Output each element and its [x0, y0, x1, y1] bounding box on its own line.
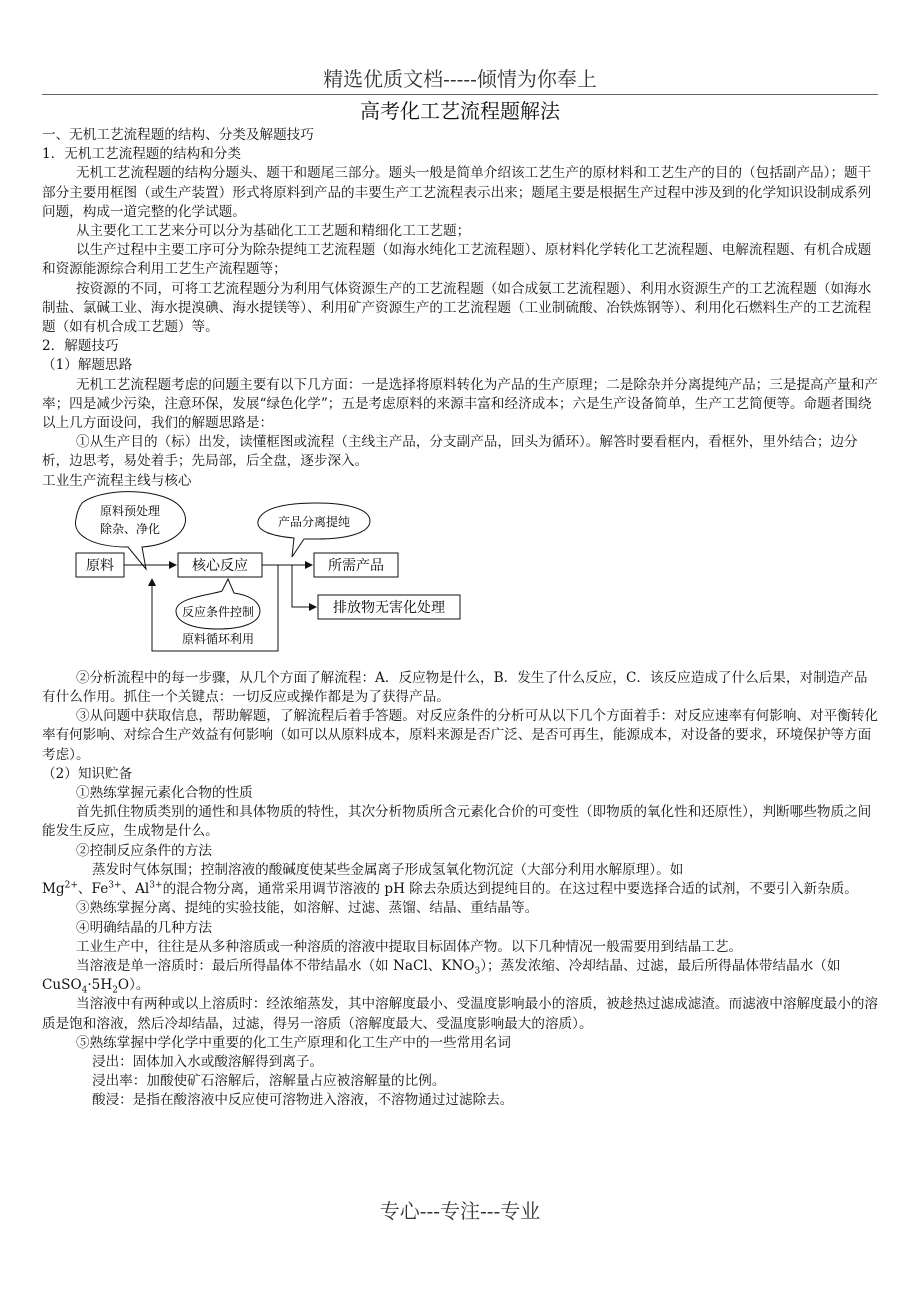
subscript: 3 [474, 966, 481, 977]
document-title: 高考化工艺流程题解法 [360, 99, 560, 123]
recycle-label: 原料循环利用 [181, 631, 255, 646]
ion-al: Al [135, 881, 150, 898]
paragraph: 以生产过程中主要工序可分为除杂提纯工艺流程题（如海水纯化工艺流程题）、原材料化学转化工艺流程题、电解流程题、有机合成题和资源能源综合利用工艺生产流程题等； [42, 242, 872, 278]
paragraph-text: O）。 [117, 977, 150, 994]
control-ellipse [176, 579, 260, 629]
term-definition: 浸出：固体加入水或酸溶解得到离子。 [92, 1053, 324, 1070]
ion-separator: 、 [77, 881, 92, 898]
paragraph: ②分析流程中的每一步骤，从几个方面了解流程：A．反应物是什么，B．发生了什么反应，C．该反应造成了什么后果，对制造产品有什么作用。抓住一个关键点：一切反应或操作都是为了获得产品。 [42, 669, 868, 706]
control-label: 反应条件控制 [181, 604, 255, 619]
ion-mg-charge: 2+ [64, 880, 78, 891]
subscript: 2 [112, 985, 118, 996]
waste-branch-arrow [292, 565, 316, 607]
process-flow-svg [42, 491, 482, 669]
ion-fe: Fe [91, 881, 109, 898]
paragraph-text: 的混合物分离，通常采用调节溶液的 pH 除去杂质达到提纯目的。在这过程中要选择合适的试剂，不要引入新杂质。 [162, 881, 858, 898]
ion-separator: 、 [121, 881, 136, 898]
waste-label: 排放物无害化处理 [333, 599, 445, 616]
ion-mg: Mg [42, 881, 65, 898]
paragraph: 无机工艺流程题的结构分题头、题干和题尾三部分。题头一般是简单介绍该工艺生产的原材料和工艺生产的目的（包括副产品）；题干部分主要用框图（或生产装置）形式将原料到产品的丰要生产工艺流程表示出来；题尾主要是根据生产过程中涉及到的化学知识设制成系列问题，构成一道完整的化学试题。 [42, 165, 872, 220]
paragraph-text: ）；蒸发浓缩、冷却结晶、过滤，最后所得晶体带结晶水（如 CuSO [42, 957, 841, 994]
subscript: 4 [81, 985, 88, 996]
paragraph: 当溶液中有两种或以上溶质时：经浓缩蒸发，其中溶解度最小、受温度影响最小的溶质，被趁热过滤成滤渣。而滤液中溶解度最小的溶质是饱和溶液，然后冷却结晶，过滤，得另一溶质（溶解度最大、受温度影响最大的溶质）。 [42, 996, 879, 1032]
paragraph: 按资源的不同，可将工艺流程题分为利用气体资源生产的工艺流程题（如合成氨工艺流程题）、利用水资源生产的工艺流程题（如海水制盐、氯碱工业、海水提溴碘、海水提镁等）、利用矿产资源生产的工艺流程题（工业制硫酸、冶铁炼钢等）、利用化石燃料生产的工艺流程题（如有机合成工艺题）等。 [42, 280, 872, 336]
pretreat-label-2: 除杂、净化 [99, 521, 161, 536]
paragraph-text: ·5H [87, 977, 113, 994]
document-body [42, 126, 880, 1111]
page-footer: 专心---专注---专业 [379, 1199, 541, 1223]
subsection-heading: 1．无机工艺流程题的结构和分类 [42, 146, 241, 163]
header-divider [42, 94, 878, 95]
core-label: 核心反应 [192, 557, 248, 574]
term-definition: 浸出率：加酸使矿石溶解后，溶解量占应被溶解量的比例。 [92, 1073, 446, 1090]
process-flow-diagram [42, 491, 880, 669]
separate-bubble [258, 503, 370, 557]
paragraph: 首先抓住物质类别的通性和具体物质的特性，其次分析物质所含元素化合价的可变性（即物质的氧化性和还原性），判断哪些物质之间能发生反应，生成物是什么。 [42, 804, 872, 840]
paragraph: 无机工艺流程题考虑的问题主要有以下几方面：一是选择将原料转化为产品的生产原理；二是除杂并分离提纯产品；三是提高产量和产率；四是减少污染，注意环保，发展“绿色化学”；五是考虑原料的来源丰富和经济成本；六是生产设备简单，生产工艺简便等。命题者围绕以上几方面设问，我们的解题思路是： [42, 376, 879, 432]
paragraph: ①从生产目的（标）出发，读懂框图或流程（主线主产品，分支副产品，回头为循环）。解答时要看框内，看框外，里外结合；边分析，边思考，易处着手；先局部，后全盘，逐步深入。 [42, 434, 858, 470]
subsection-heading: （2）知识贮备 [42, 765, 133, 782]
raw-label: 原料 [86, 557, 114, 574]
knowledge-item: ⑤熟练掌握中学化学中重要的化工生产原理和化工生产中的一些常用名词 [76, 1034, 511, 1051]
paragraph: ③从问题中获取信息，帮助解题，了解流程后着手答题。对反应条件的分析可从以下几个方面着手：对反应速率有何影响、对平衡转化率有何影响、对综合生产效益有何影响（如可以从原料成本，原料来源是否广泛、是否可再生，能源成本，对设备的要求，环境保护等方面考虑）。 [42, 708, 879, 763]
knowledge-item: ①熟练掌握元素化合物的性质 [76, 785, 253, 802]
paragraph: 从主要化工工艺来分可以分为基础化工工艺题和精细化工工艺题； [76, 223, 471, 240]
ion-fe-charge: 3+ [108, 880, 122, 891]
separate-label: 产品分离提纯 [277, 514, 351, 529]
term-definition: 酸浸：是指在酸溶液中反应使可溶物进入溶液，不溶物通过过滤除去。 [92, 1092, 514, 1109]
pretreat-label-1: 原料预处理 [99, 503, 161, 518]
diagram-caption: 工业生产流程主线与核心 [42, 472, 192, 489]
ion-al-charge: 3+ [149, 880, 163, 891]
paragraph: 蒸发时气体氛围；控制溶液的酸碱度使某些金属离子形成氢氧化物沉淀（大部分利用水解原理）。如 [92, 861, 684, 878]
knowledge-item: ④明确结晶的几种方法 [76, 919, 212, 936]
section-heading: 一、无机工艺流程题的结构、分类及解题技巧 [42, 127, 314, 143]
paragraph-ions [42, 880, 880, 899]
paragraph-text: 当溶液是单一溶质时：最后所得晶体不带结晶水（如 NaCl、KNO [76, 957, 475, 974]
subsection-heading: （1）解题思路 [42, 357, 133, 374]
knowledge-item: ③熟练掌握分离、提纯的实验技能，如溶解、过滤、蒸馏、结晶、重结晶等。 [76, 900, 539, 917]
paragraph: 工业生产中，往往是从多种溶质或一种溶质的溶液中提取目标固体产物。以下几种情况一般需要用到结晶工艺。 [76, 938, 743, 955]
knowledge-item: ②控制反应条件的方法 [76, 842, 212, 859]
subsection-heading: 2．解题技巧 [42, 338, 119, 355]
product-label: 所需产品 [328, 557, 384, 574]
paragraph-crystal [42, 957, 880, 995]
page-header: 精选优质文档-----倾情为你奉上 [323, 67, 597, 91]
